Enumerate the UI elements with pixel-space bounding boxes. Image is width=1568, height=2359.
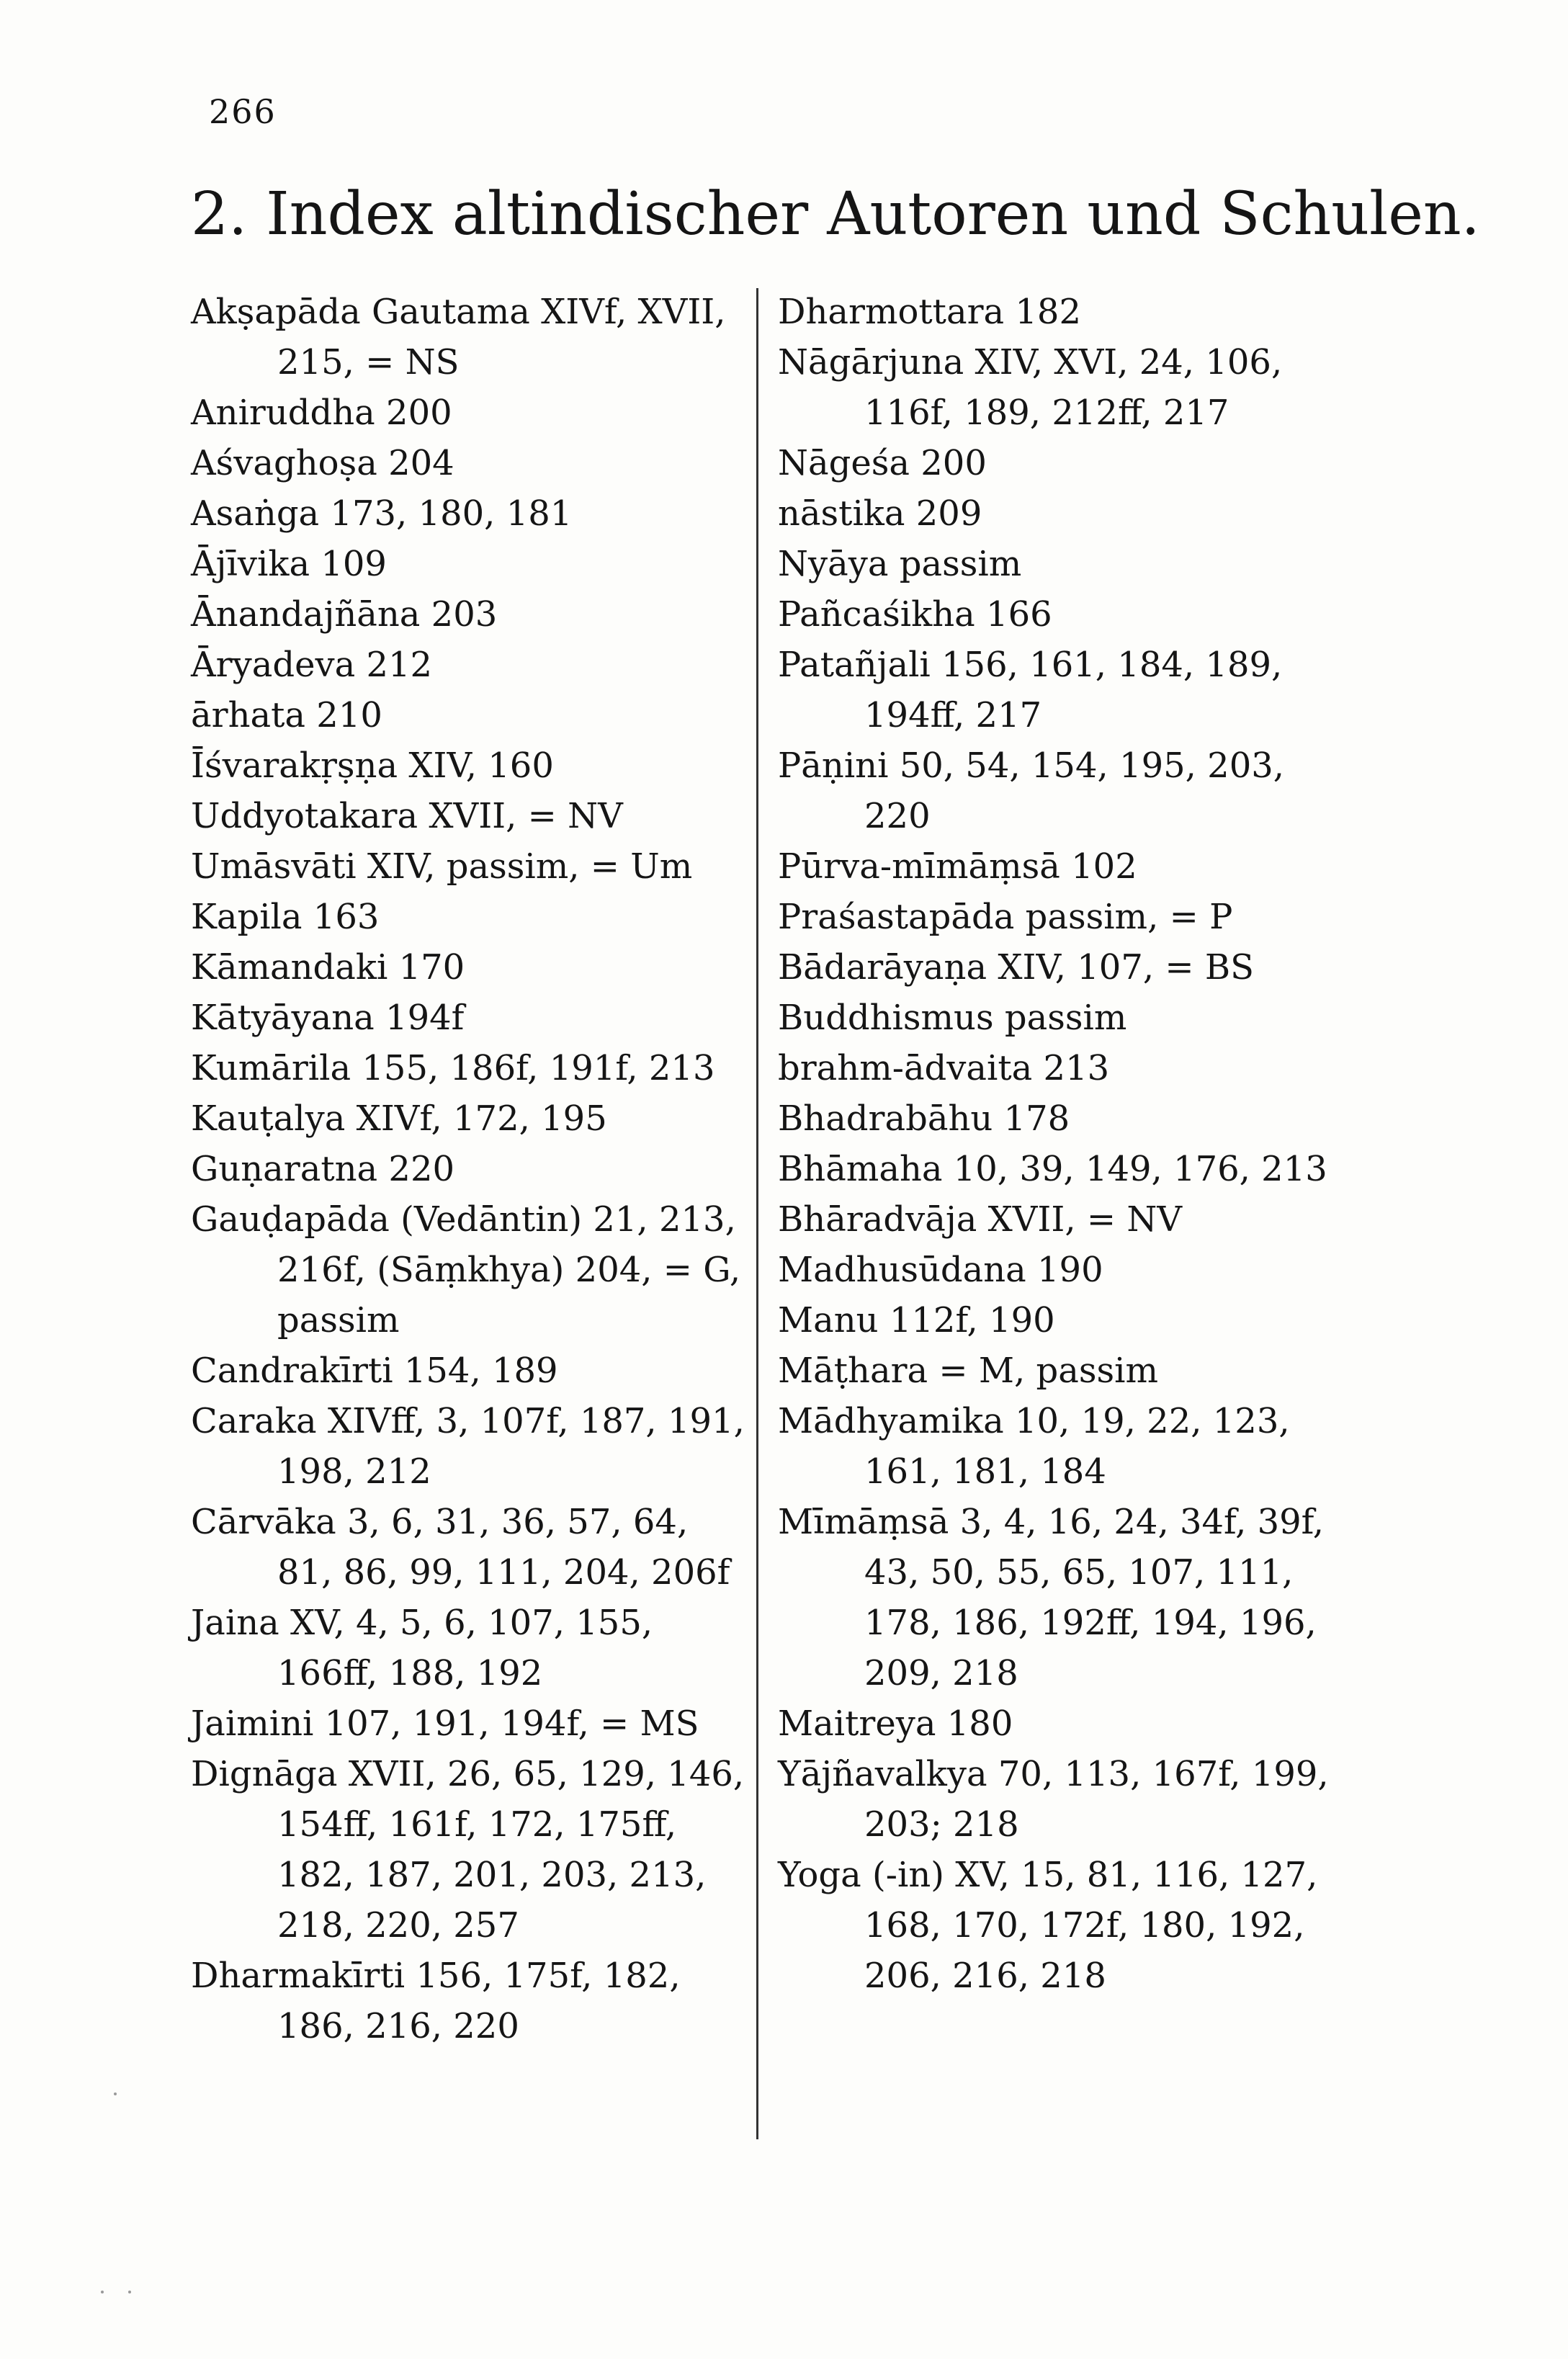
index-entry: Praśastapāda passim, = P [778, 897, 1233, 937]
index-entry: Maitreya 180 [778, 1704, 1013, 1744]
index-entry: Jaina XV, 4, 5, 6, 107, 155, 166ff, 188, 192 [191, 1603, 653, 1693]
index-entry: Nāgārjuna XIV, XVI, 24, 106, 116f, 189, 212ff, 217 [778, 342, 1283, 433]
index-entry: Kātyāyana 194f [191, 998, 465, 1038]
page-number: 266 [209, 92, 277, 131]
print-speck [114, 2092, 117, 2095]
index-entry: Cārvāka 3, 6, 31, 36, 57, 64, 81, 86, 99, 111, 204, 206f [191, 1502, 730, 1593]
page-title: 2. Index altindischer Autoren und Schulen. [191, 180, 1480, 249]
index-entry: Ājīvika 109 [191, 544, 387, 584]
index-entry: Nyāya passim [778, 544, 1022, 584]
index-entry: Asaṅga 173, 180, 181 [191, 493, 573, 534]
print-speck [128, 2291, 131, 2293]
index-entry: Guṇaratna 220 [191, 1149, 455, 1189]
index-entry: Manu 112f, 190 [778, 1300, 1055, 1340]
index-entry: Bādarāyaṇa XIV, 107, = BS [778, 947, 1255, 988]
index-entry: Ānandajñāna 203 [191, 594, 498, 635]
index-entry: Candrakīrti 154, 189 [191, 1351, 558, 1391]
index-entry: Bhāradvāja XVII, = NV [778, 1199, 1182, 1240]
index-entry: Dharmottara 182 [778, 292, 1082, 332]
index-entry: Mīmāṃsā 3, 4, 16, 24, 34f, 39f, 43, 50, 55, 65, 107, 111, 178, 186, 192ff, 194, 196, 209, 218 [778, 1502, 1324, 1693]
index-entry: brahm-ādvaita 213 [778, 1048, 1110, 1088]
index-entry: Kumārila 155, 186f, 191f, 213 [191, 1048, 715, 1088]
index-entry: Māṭhara = M, passim [778, 1351, 1159, 1391]
index-entry: ārhata 210 [191, 695, 382, 735]
index-entry: Buddhismus passim [778, 998, 1127, 1038]
column-divider [756, 288, 758, 2139]
index-entry: Uddyotakara XVII, = NV [191, 796, 623, 836]
index-entry: Dignāga XVII, 26, 65, 129, 146, 154ff, 161f, 172, 175ff, 182, 187, 201, 203, 213, 218, 220, 257 [191, 1754, 745, 1946]
index-entry: Dharmakīrti 156, 175f, 182, 186, 216, 220 [191, 1956, 681, 2046]
index-entry: Īśvarakṛṣṇa XIV, 160 [191, 746, 554, 786]
index-entry: Madhusūdana 190 [778, 1250, 1103, 1290]
index-entry: Nāgeśa 200 [778, 443, 987, 483]
print-speck [101, 2291, 104, 2293]
index-column-left [191, 287, 745, 2051]
index-entry: Yājñavalkya 70, 113, 167f, 199, 203; 218 [778, 1754, 1329, 1845]
index-entry: Umāsvāti XIV, passim, = Um [191, 846, 693, 887]
index-entry: Bhadrabāhu 178 [778, 1098, 1070, 1139]
index-column-right [778, 287, 1354, 2001]
index-entry: Patañjali 156, 161, 184, 189, 194ff, 217 [778, 645, 1283, 735]
index-entry: Pāṇini 50, 54, 154, 195, 203, 220 [778, 746, 1285, 836]
index-entry: Mādhyamika 10, 19, 22, 123, 161, 181, 184 [778, 1401, 1290, 1492]
index-entry: Kāmandaki 170 [191, 947, 465, 988]
index-entry: Yoga (-in) XV, 15, 81, 116, 127, 168, 170, 172f, 180, 192, 206, 216, 218 [778, 1855, 1318, 1996]
index-entry: Pañcaśikha 166 [778, 594, 1052, 635]
index-entry: Caraka XIVff, 3, 107f, 187, 191, 198, 212 [191, 1401, 745, 1492]
index-entry: Aśvaghoṣa 204 [191, 443, 454, 483]
index-entry: Akṣapāda Gautama XIVf, XVII, 215, = NS [191, 292, 726, 382]
index-entry: Aniruddha 200 [191, 393, 452, 433]
index-entry: Bhāmaha 10, 39, 149, 176, 213 [778, 1149, 1327, 1189]
index-entry: Pūrva-mīmāṃsā 102 [778, 846, 1137, 887]
index-entry: nāstika 209 [778, 493, 982, 534]
index-entry: Kauṭalya XIVf, 172, 195 [191, 1098, 607, 1139]
index-entry: Jaimini 107, 191, 194f, = MS [191, 1704, 699, 1744]
index-entry: Āryadeva 212 [191, 645, 433, 685]
index-entry: Gauḍapāda (Vedāntin) 21, 213, 216f, (Sāṃkhya) 204, = G, passim [191, 1199, 741, 1340]
index-entry: Kapila 163 [191, 897, 380, 937]
